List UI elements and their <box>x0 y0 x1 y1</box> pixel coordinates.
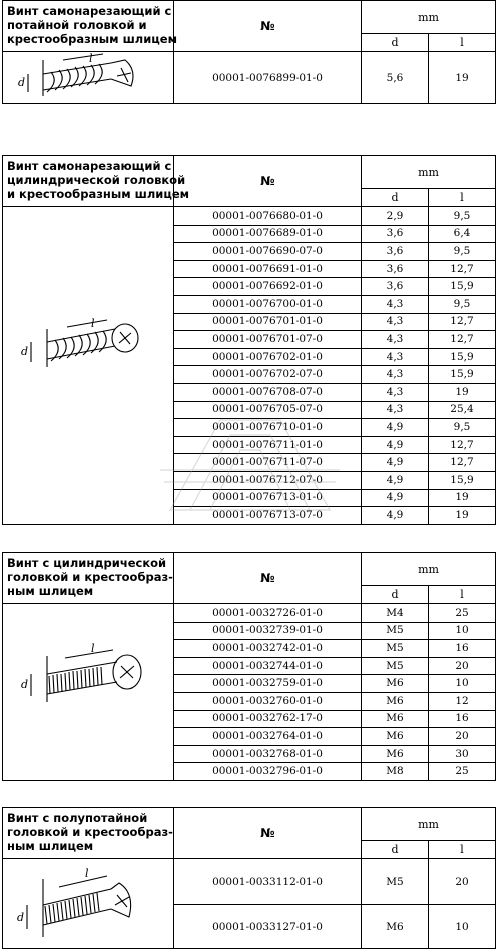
table-row <box>174 277 495 296</box>
length-value: 25 <box>455 606 469 619</box>
part-number: 00001-0033112-01-0 <box>174 859 362 904</box>
l-dimension-label: l <box>91 642 95 655</box>
part-number: 00001-0076713-01-0 <box>174 489 362 507</box>
length-value: 12,7 <box>450 262 474 275</box>
table-row <box>174 762 495 780</box>
l-header: l <box>460 588 464 601</box>
title-line: Винт самонарезающий с <box>7 4 172 18</box>
table-row <box>174 657 495 676</box>
d-dimension-label: d <box>17 911 25 924</box>
table-row <box>174 859 495 905</box>
number-header: № <box>174 156 362 206</box>
diameter-value: M6 <box>362 692 429 710</box>
table-row <box>174 604 495 623</box>
diameter-value: 4,9 <box>362 418 429 436</box>
length-value: 12 <box>455 694 469 707</box>
watermark-logo <box>150 410 350 520</box>
table-rows <box>174 52 495 103</box>
part-number: 00001-0032744-01-0 <box>174 657 362 675</box>
diameter-value: M6 <box>362 904 429 949</box>
table-row <box>174 260 495 279</box>
table-row <box>174 904 495 949</box>
length-value: 9,5 <box>453 209 471 222</box>
part-number: 00001-0076692-01-0 <box>174 277 362 295</box>
diameter-value: M8 <box>362 762 429 780</box>
part-number: 00001-0076689-01-0 <box>174 225 362 243</box>
part-number: 00001-0076710-01-0 <box>174 418 362 436</box>
diameter-value: 2,9 <box>362 207 429 225</box>
title-line: головкой и крестообраз- <box>7 570 173 584</box>
table-row <box>174 383 495 402</box>
unit-header: mm <box>362 808 495 841</box>
diameter-value: 3,6 <box>362 260 429 278</box>
table-row <box>174 365 495 384</box>
length-value: 15,9 <box>450 368 474 381</box>
length-value: 10 <box>455 677 469 690</box>
part-number: 00001-0076691-01-0 <box>174 260 362 278</box>
part-number: 00001-0076680-01-0 <box>174 207 362 225</box>
diameter-value: 5,6 <box>362 52 429 103</box>
length-value: 16 <box>455 712 469 725</box>
dimension-header <box>362 808 495 858</box>
length-value: 19 <box>455 508 469 521</box>
diameter-value: M6 <box>362 727 429 745</box>
table-row <box>174 242 495 261</box>
part-number: 00001-0076701-07-0 <box>174 330 362 348</box>
diameter-value: M6 <box>362 710 429 728</box>
diameter-value: M5 <box>362 657 429 675</box>
length-value: 16 <box>455 641 469 654</box>
part-number: 00001-0032768-01-0 <box>174 745 362 763</box>
table-row <box>174 622 495 641</box>
title-line: и крестообразным шлицем <box>7 187 190 201</box>
length-value: 19 <box>455 385 469 398</box>
diameter-value: M5 <box>362 639 429 657</box>
part-number: 00001-0032726-01-0 <box>174 604 362 622</box>
diameter-value: 4,3 <box>362 401 429 419</box>
diameter-value: 4,9 <box>362 489 429 507</box>
dimension-header <box>362 553 495 603</box>
unit-header: mm <box>362 1 495 34</box>
length-value: 6,4 <box>453 227 471 240</box>
l-header: l <box>460 191 464 204</box>
part-number: 00001-0032759-01-0 <box>174 674 362 692</box>
table-row <box>174 295 495 314</box>
diameter-value: M5 <box>362 622 429 640</box>
diameter-value: 4,3 <box>362 313 429 331</box>
part-number: 00001-0076701-01-0 <box>174 313 362 331</box>
diameter-value: 4,3 <box>362 330 429 348</box>
diameter-value: M5 <box>362 859 429 904</box>
part-number: 00001-0032762-17-0 <box>174 710 362 728</box>
unit-header: mm <box>362 156 495 189</box>
diameter-value: 3,6 <box>362 225 429 243</box>
part-number: 00001-0076899-01-0 <box>174 52 362 103</box>
table-row <box>174 639 495 658</box>
length-value: 12,7 <box>450 456 474 469</box>
table-header <box>3 156 495 207</box>
l-dimension-label: l <box>85 867 89 880</box>
table-title <box>3 553 174 603</box>
diameter-value: 4,3 <box>362 383 429 401</box>
part-number: 00001-0076711-07-0 <box>174 453 362 471</box>
diameter-value: 4,9 <box>362 506 429 524</box>
table-rows <box>174 859 495 949</box>
part-number: 00001-0032739-01-0 <box>174 622 362 640</box>
length-value: 15,9 <box>450 280 474 293</box>
length-value: 20 <box>455 659 469 672</box>
dimension-header <box>362 1 495 51</box>
table-row <box>174 727 495 746</box>
part-number: 00001-0076712-07-0 <box>174 471 362 489</box>
diameter-value: 4,9 <box>362 436 429 454</box>
title-line: головкой и крестообраз- <box>7 825 173 839</box>
part-number: 00001-0033127-01-0 <box>174 904 362 949</box>
table-row <box>174 692 495 711</box>
number-header: № <box>174 1 362 51</box>
d-header: d <box>362 34 429 51</box>
diameter-value: 4,9 <box>362 471 429 489</box>
part-number: 00001-0076705-07-0 <box>174 401 362 419</box>
table-row <box>174 313 495 332</box>
diameter-value: 4,3 <box>362 365 429 383</box>
diameter-value: 3,6 <box>362 277 429 295</box>
unit-header: mm <box>362 553 495 586</box>
length-value: 25 <box>455 765 469 778</box>
diameter-value: 4,9 <box>362 453 429 471</box>
part-number: 00001-0076708-07-0 <box>174 383 362 401</box>
table-title <box>3 156 190 206</box>
title-line: ным шлицем <box>7 839 94 853</box>
title-line: Винт самонарезающий с <box>7 159 172 173</box>
part-number: 00001-0076711-01-0 <box>174 436 362 454</box>
diameter-value: M4 <box>362 604 429 622</box>
l-dimension-label: l <box>91 317 95 330</box>
screw-table-pan-head-machine <box>2 552 496 781</box>
dimension-header <box>362 156 495 206</box>
table-rows <box>174 604 495 780</box>
l-header: l <box>460 36 464 49</box>
part-number: 00001-0076702-07-0 <box>174 365 362 383</box>
title-line: цилиндрической головкой <box>7 173 186 187</box>
table-header <box>3 553 495 604</box>
table-row <box>174 674 495 693</box>
pan-head-machine-screw-icon <box>3 604 174 780</box>
part-number: 00001-0076713-07-0 <box>174 506 362 524</box>
length-value: 12,7 <box>450 438 474 451</box>
part-number: 00001-0032760-01-0 <box>174 692 362 710</box>
diameter-value: 3,6 <box>362 242 429 260</box>
length-value: 20 <box>455 875 469 888</box>
length-value: 9,5 <box>453 420 471 433</box>
title-line: крестообразным шлицем <box>7 32 177 46</box>
table-header <box>3 1 495 52</box>
screw-table-raised-countersunk-machine <box>2 807 496 949</box>
length-value: 15,9 <box>450 473 474 486</box>
length-value: 19 <box>455 71 469 84</box>
diameter-value: 4,3 <box>362 295 429 313</box>
length-value: 9,5 <box>453 244 471 257</box>
table-row <box>174 52 495 103</box>
title-line: Винт с цилиндрической <box>7 556 167 570</box>
pan-head-self-tapping-screw-icon <box>3 207 174 524</box>
d-dimension-label: d <box>21 678 29 691</box>
length-value: 15,9 <box>450 350 474 363</box>
table-row <box>174 348 495 367</box>
table-row <box>174 207 495 226</box>
length-value: 10 <box>455 920 469 933</box>
diameter-value: 4,3 <box>362 348 429 366</box>
length-value: 20 <box>455 729 469 742</box>
d-header: d <box>362 841 429 858</box>
title-line: потайной головкой и <box>7 18 147 32</box>
table-title <box>3 1 177 51</box>
length-value: 12,7 <box>450 315 474 328</box>
diameter-value: M6 <box>362 745 429 763</box>
table-row <box>174 330 495 349</box>
table-row <box>174 710 495 729</box>
table-title <box>3 808 174 858</box>
part-number: 00001-0076702-01-0 <box>174 348 362 366</box>
length-value: 30 <box>455 747 469 760</box>
d-header: d <box>362 586 429 603</box>
part-number: 00001-0076700-01-0 <box>174 295 362 313</box>
part-number: 00001-0032742-01-0 <box>174 639 362 657</box>
title-line: Винт с полупотайной <box>7 811 148 825</box>
d-dimension-label: d <box>21 345 29 358</box>
screw-table-countersunk-self-tapping <box>2 0 496 104</box>
table-row <box>174 745 495 764</box>
length-value: 10 <box>455 624 469 637</box>
number-header: № <box>174 808 362 858</box>
table-header <box>3 808 495 859</box>
l-header: l <box>460 843 464 856</box>
length-value: 12,7 <box>450 332 474 345</box>
title-line: ным шлицем <box>7 584 94 598</box>
part-number: 00001-0032796-01-0 <box>174 762 362 780</box>
part-number: 00001-0032764-01-0 <box>174 727 362 745</box>
number-header: № <box>174 553 362 603</box>
d-header: d <box>362 189 429 206</box>
l-dimension-label: l <box>89 52 93 65</box>
length-value: 19 <box>455 491 469 504</box>
diameter-value: M6 <box>362 674 429 692</box>
countersunk-self-tapping-screw-icon <box>3 52 174 103</box>
table-row <box>174 225 495 244</box>
length-value: 9,5 <box>453 297 471 310</box>
d-dimension-label: d <box>18 76 26 89</box>
part-number: 00001-0076690-07-0 <box>174 242 362 260</box>
raised-countersunk-machine-screw-icon <box>3 859 174 949</box>
length-value: 25,4 <box>450 403 474 416</box>
